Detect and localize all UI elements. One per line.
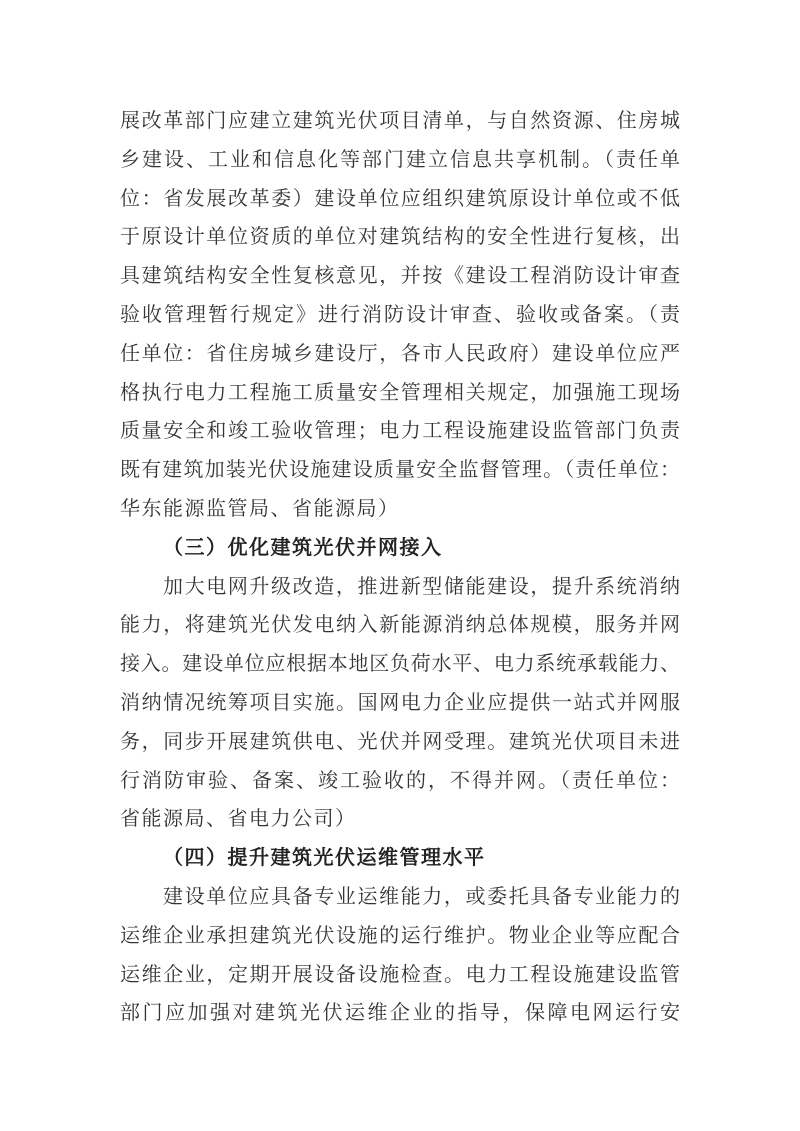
text-block: [120, 102, 680, 1033]
text-line: 能力，将建筑光伏发电纳入新能源消纳总体规模，服务并网: [120, 614, 680, 637]
text-line: 运维企业承担建筑光伏设施的运行维护。物业企业等应配合: [120, 924, 680, 947]
text-line: 接入。建设单位应根据本地区负荷水平、电力系统承载能力、: [120, 653, 680, 676]
text-line: 质量安全和竣工验收管理；电力工程设施建设监管部门负责: [120, 420, 680, 443]
text-line: 乡建设、工业和信息化等部门建立信息共享机制。（责任单: [120, 148, 680, 171]
text-line: 消纳情况统筹项目实施。国网电力企业应提供一站式并网服: [120, 691, 680, 714]
text-line: 展改革部门应建立建筑光伏项目清单，与自然资源、住房城: [120, 110, 680, 132]
section-heading: （四）提升建筑光伏运维管理水平: [163, 847, 486, 870]
text-line: 加大电网升级改造，推进新型储能建设，提升系统消纳: [163, 575, 680, 598]
text-line: 具建筑结构安全性复核意见，并按《建设工程消防设计审查: [120, 265, 680, 288]
text-line: 位：省发展改革委）建设单位应组织建筑原设计单位或不低: [120, 187, 680, 210]
text-line: 部门应加强对建筑光伏运维企业的指导，保障电网运行安: [120, 1002, 680, 1025]
text-line: 务，同步开展建筑供电、光伏并网受理。建筑光伏项目未进: [120, 730, 680, 753]
text-line: 省能源局、省电力公司）: [120, 808, 357, 831]
text-line: 既有建筑加装光伏设施建设质量安全监督管理。（责任单位：: [120, 459, 680, 482]
section-heading: （三）优化建筑光伏并网接入: [163, 536, 443, 559]
text-line: 于原设计单位资质的单位对建筑结构的安全性进行复核，出: [120, 226, 680, 249]
text-line: 运维企业，定期开展设备设施检查。电力工程设施建设监管: [120, 963, 680, 986]
text-line: 任单位：省住房城乡建设厅，各市人民政府）建设单位应严: [120, 342, 680, 365]
text-line: 建设单位应具备专业运维能力，或委托具备专业能力的: [163, 885, 680, 908]
text-line: 格执行电力工程施工质量安全管理相关规定，加强施工现场: [120, 381, 680, 404]
text-line: 行消防审验、备案、竣工验收的，不得并网。（责任单位：: [120, 769, 680, 792]
text-line: 验收管理暂行规定》进行消防设计审查、验收或备案。（责: [120, 303, 680, 326]
text-line: 华东能源监管局、省能源局）: [120, 497, 400, 520]
